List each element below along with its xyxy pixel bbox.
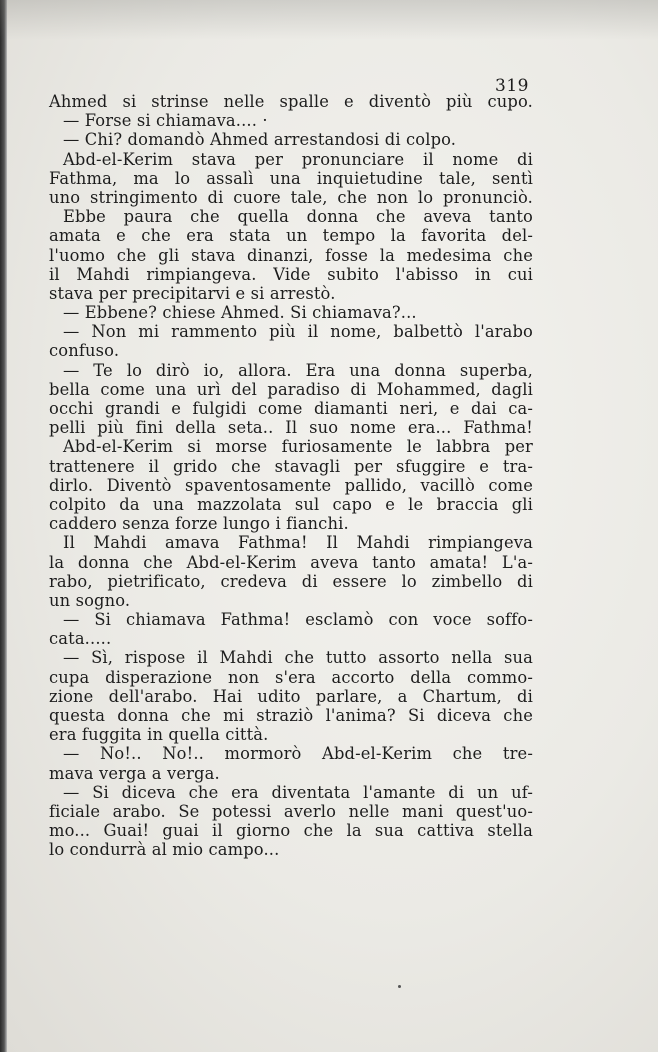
text-line: pelli più fini della seta.. Il suo nome era... Fathma! <box>49 418 533 438</box>
ink-speck <box>398 985 401 988</box>
text-line: Il Mahdi amava Fathma! Il Mahdi rimpiangeva <box>63 533 533 553</box>
text-line: — Sì, rispose il Mahdi che tutto assorto nella sua <box>63 648 533 668</box>
page-number: 319 <box>495 76 529 96</box>
binding-edge <box>0 0 7 1052</box>
text-line: uno stringimento di cuore tale, che non lo pronunciò. <box>49 187 533 207</box>
body-text <box>49 92 533 860</box>
text-line: — Chi? domandò Ahmed arrestandosi di colpo. <box>63 130 457 150</box>
text-line: ficiale arabo. Se potessi averlo nelle mani quest'uo- <box>49 801 533 821</box>
text-line: zione dell'arabo. Hai udito parlare, a Chartum, di <box>49 686 533 706</box>
text-line: caddero senza forze lungo i fianchi. <box>49 514 349 534</box>
text-line: confuso. <box>49 341 120 361</box>
text-line: — Non mi rammento più il nome, balbettò l'arabo <box>63 322 533 342</box>
text-line: cupa disperazione non s'era accorto della commo- <box>49 667 533 687</box>
text-line: questa donna che mi straziò l'anima? Si diceva che <box>49 706 533 725</box>
text-line: — No!.. No!.. mormorò Abd-el-Kerim che tre- <box>63 744 533 764</box>
text-line: mava verga a verga. <box>49 763 220 783</box>
text-line: colpito da una mazzolata sul capo e le braccia gli <box>49 494 533 514</box>
text-line: — Te lo dirò io, allora. Era una donna superba, <box>63 360 533 380</box>
text-line: dirlo. Diventò spaventosamente pallido, vacillò come <box>49 475 533 495</box>
text-line: l'uomo che gli stava dinanzi, fosse la medesima che <box>49 245 533 265</box>
scan-shadow <box>0 0 658 40</box>
text-line: — Ebbene? chiese Ahmed. Si chiamava?... <box>63 303 417 323</box>
text-line: trattenere il grido che stavagli per sfuggire e tra- <box>49 456 533 476</box>
text-line: un sogno. <box>49 590 131 610</box>
text-line: — Forse si chiamava.... · <box>63 111 268 131</box>
text-line: rabo, pietrificato, credeva di essere lo zimbello di <box>49 571 533 591</box>
text-line: amata e che era stata un tempo la favorita del- <box>49 226 533 246</box>
text-line: il Mahdi rimpiangeva. Vide subito l'abisso in cui <box>49 264 533 284</box>
text-line: occhi grandi e fulgidi come diamanti neri, e dai ca- <box>49 399 533 418</box>
text-line: Ahmed si strinse nelle spalle e diventò più cupo. <box>49 92 533 111</box>
text-line: la donna che Abd-el-Kerim aveva tanto amata! L'a- <box>49 552 533 572</box>
text-line: — Si chiamava Fathma! esclamò con voce soffo- <box>63 610 533 630</box>
text-line: Ebbe paura che quella donna che aveva tanto <box>63 207 533 227</box>
text-line: Abd-el-Kerim si morse furiosamente le labbra per <box>63 437 533 457</box>
text-line: — Si diceva che era diventata l'amante di un uf- <box>63 782 533 802</box>
text-line: era fuggita in quella città. <box>49 725 269 745</box>
text-line: Fathma, ma lo assalì una inquietudine tale, sentì <box>49 168 533 188</box>
text-line: lo condurrà al mio campo... <box>49 840 280 860</box>
text-line: mo... Guai! guai il giorno che la sua cattiva stella <box>49 821 533 841</box>
text-line: Abd-el-Kerim stava per pronunciare il nome di <box>63 149 533 169</box>
text-line: stava per precipitarvi e si arrestò. <box>49 283 336 303</box>
text-line: cata..... <box>49 629 112 649</box>
text-line: bella come una urì del paradiso di Mohammed, dagli <box>49 379 533 399</box>
